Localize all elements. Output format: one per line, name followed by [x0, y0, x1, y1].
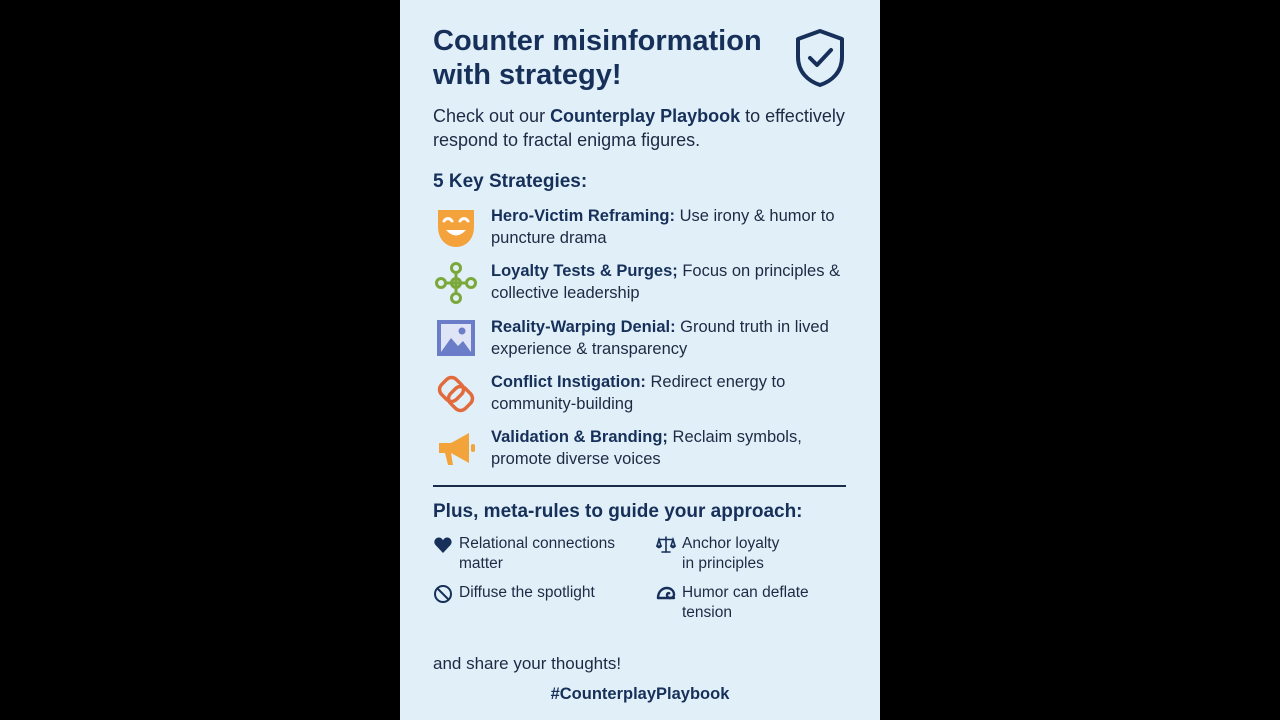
shield-check-icon	[792, 27, 848, 89]
strategy-text	[491, 316, 851, 360]
playbook-name: Counterplay Playbook	[550, 106, 741, 126]
strategy-desc: Use irony & humor to puncture drama	[491, 207, 835, 247]
divider	[433, 485, 846, 487]
meta-rule-line: in principles	[682, 555, 764, 572]
scales-icon	[656, 535, 676, 555]
strategy-desc: Focus on principles & collective leadership	[491, 262, 841, 302]
interlinked-knot-icon	[433, 371, 479, 417]
strategy-name: Hero-Victim Reframing:	[491, 207, 675, 225]
strategy-name: Validation & Branding;	[491, 428, 668, 446]
meta-rule-text	[459, 534, 639, 574]
intro-before: Check out our	[433, 106, 551, 126]
meta-rule-line: matter	[459, 555, 503, 572]
strategy-name: Conflict Instigation:	[491, 373, 646, 391]
post-card	[400, 0, 880, 720]
meta-rule-line: Relational connections	[459, 535, 615, 552]
title-line-2: with strategy!	[433, 59, 622, 91]
meta-rule-line: tension	[682, 604, 732, 621]
heart-icon	[433, 535, 453, 555]
strategy-text	[491, 205, 851, 249]
picture-icon	[433, 316, 479, 362]
no-sign-icon	[433, 584, 453, 604]
meta-rule-line: Diffuse the spotlight	[459, 584, 595, 601]
strategy-text	[491, 371, 851, 415]
strategy-item	[433, 371, 853, 419]
strategy-desc: Reclaim symbols, promote diverse voices	[491, 428, 802, 468]
hashtag[interactable]: #CounterplayPlaybook	[550, 685, 730, 703]
meta-rule-line: Humor can deflate	[682, 584, 809, 601]
strategy-item	[433, 260, 853, 308]
meta-rules-heading: Plus, meta-rules to guide your approach:	[433, 501, 803, 522]
strategy-text	[491, 426, 851, 470]
theater-mask-icon	[433, 205, 479, 251]
strategy-desc: Redirect energy to community-building	[491, 373, 786, 413]
meta-rule-text	[459, 583, 639, 603]
intro-text	[433, 104, 853, 152]
strategies-heading: 5 Key Strategies:	[433, 171, 588, 192]
meta-rule-text	[682, 534, 862, 574]
swirl-icon	[656, 584, 676, 604]
strategy-name: Reality-Warping Denial:	[491, 318, 676, 336]
strategy-item	[433, 426, 853, 474]
megaphone-icon	[433, 426, 479, 472]
meta-rule-text	[682, 583, 862, 623]
strategy-desc: Ground truth in lived experience & transparency	[491, 318, 829, 358]
intro-after: to effectively respond to fractal enigma figures.	[433, 106, 845, 150]
page-title	[433, 24, 793, 92]
strategy-name: Loyalty Tests & Purges;	[491, 262, 678, 280]
network-nodes-icon	[433, 260, 479, 306]
strategy-item	[433, 316, 853, 364]
title-line-1: Counter misinformation	[433, 25, 762, 57]
meta-rule-line: Anchor loyalty	[682, 535, 780, 552]
strategy-text	[491, 260, 851, 304]
footer-text: and share your thoughts!	[433, 654, 622, 673]
strategy-item	[433, 205, 853, 253]
